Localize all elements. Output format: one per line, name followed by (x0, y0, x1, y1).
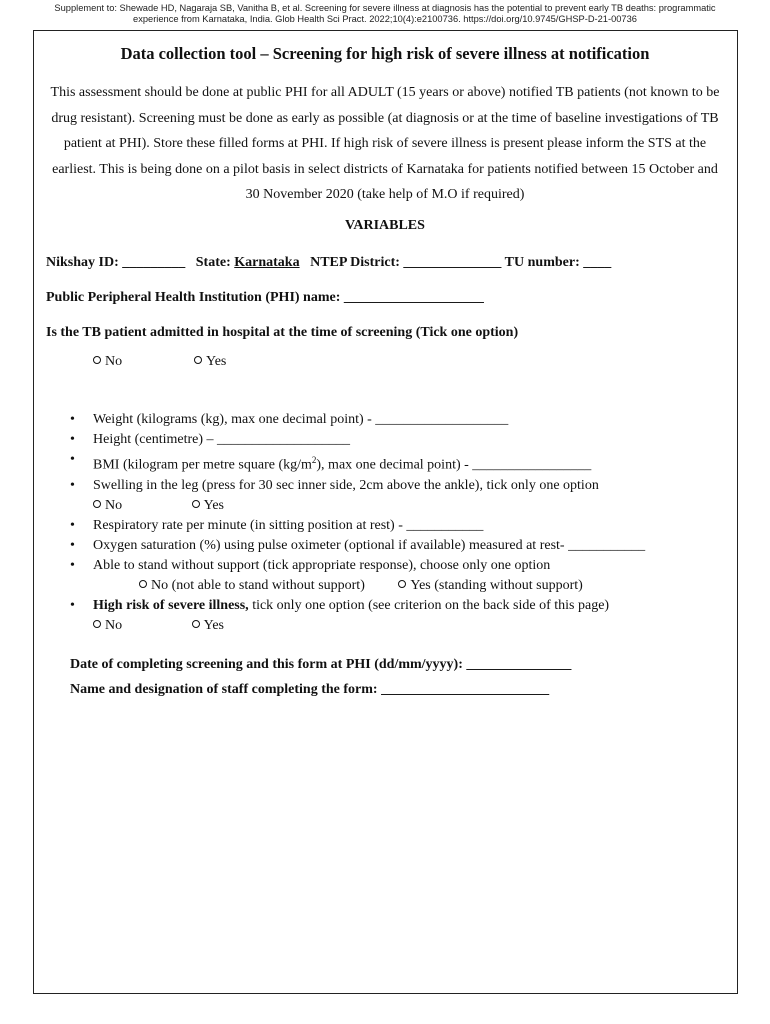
supplement-citation (0, 3, 770, 25)
radio-circle-icon[interactable] (192, 500, 200, 508)
district-label: NTEP District: (310, 255, 400, 270)
radio-circle-icon[interactable] (93, 356, 101, 364)
admitted-question: Is the TB patient admitted in hospital at the time of screening (Tick one option) (46, 325, 519, 340)
radio-circle-icon[interactable] (398, 580, 406, 588)
option-label: Yes (203, 497, 224, 513)
swelling-options (93, 496, 730, 516)
bullet-icon: • (70, 412, 75, 427)
option-label: Yes (203, 617, 224, 633)
date-label: Date of completing screening and this form at PHI (dd/mm/yyyy): (70, 657, 463, 672)
bullet-icon: • (70, 517, 75, 533)
list-item-height (70, 430, 730, 450)
list-item-respiratory (70, 516, 730, 536)
bullet-icon: • (70, 477, 75, 493)
radio-circle-icon[interactable] (194, 356, 202, 364)
supplement-line-2: experience from Karnataka, India. Glob Health Sci Pract. 2022;10(4):e2100736. https://doi.org/10.9745/GHSP-D-21-00736 (133, 14, 637, 24)
state-value: Karnataka (234, 255, 300, 270)
bullet-icon: • (70, 557, 75, 573)
height-item[interactable]: Height (centimetre) – ___________________ (93, 432, 351, 447)
variables-heading: VARIABLES (345, 218, 425, 233)
phi-name-label: Public Peripheral Health Institution (PHI) name: (46, 290, 341, 305)
admitted-option-no[interactable] (93, 354, 122, 370)
intro-paragraph: This assessment should be done at public PHI for all ADULT (15 years or above) notified TB patients (not known to be drug resistant). Screening must be done as early as possible (at diagnosis or at the time of baseline investigations of TB patient at PHI). Store these filled forms at PHI. If high risk of severe illness is present please inform the STS at the earliest. This is being done on a pilot basis in select districts of Karnataka for patients notified between 15 October and 30 November 2020 (take help of M.O if required) (50, 85, 720, 202)
list-item-bmi (70, 450, 730, 476)
staff-name-field[interactable]: ________________________ (381, 682, 550, 697)
staff-name-label: Name and designation of staff completing the form: (70, 682, 378, 697)
option-label: No (105, 354, 123, 369)
high-risk-options (93, 616, 730, 636)
swelling-option-yes[interactable] (192, 498, 224, 513)
bmi-item-text: BMI (kilogram per metre square (kg/m (93, 457, 312, 473)
nikshay-id-label: Nikshay ID: (46, 255, 119, 270)
list-item-swelling (70, 476, 730, 516)
swelling-option-no[interactable] (93, 498, 122, 513)
list-item-high-risk (70, 596, 730, 636)
name-line (70, 682, 549, 698)
admitted-option-yes[interactable] (194, 354, 226, 370)
high-risk-option-no[interactable] (93, 618, 122, 633)
stand-option-yes[interactable] (398, 578, 582, 593)
stand-option-no[interactable] (139, 578, 365, 593)
phi-name-field[interactable]: ____________________ (343, 290, 484, 305)
nikshay-id-field[interactable]: _________ (122, 255, 186, 270)
stand-options (93, 576, 730, 596)
respiratory-item[interactable]: Respiratory rate per minute (in sitting position at rest) - ___________ (93, 517, 484, 533)
date-field[interactable]: _______________ (466, 657, 572, 672)
high-risk-option-yes[interactable] (192, 618, 224, 633)
stand-item: Able to stand without support (tick appropriate response), choose only one option (93, 557, 551, 573)
phi-row (46, 290, 484, 306)
option-label: Yes (206, 354, 227, 369)
high-risk-label: High risk of severe illness, (93, 597, 249, 613)
tu-number-field[interactable]: ____ (583, 255, 612, 270)
ids-row (46, 255, 611, 271)
list-item-weight (70, 410, 730, 430)
bmi-superscript: 2 (311, 455, 317, 465)
bullet-icon: • (70, 432, 75, 447)
option-label: No (not able to stand without support) (151, 577, 365, 593)
option-label: Yes (standing without support) (410, 577, 583, 593)
swelling-item: Swelling in the leg (press for 30 sec inner side, 2cm above the ankle), tick only one option (93, 477, 599, 493)
radio-circle-icon[interactable] (139, 580, 147, 588)
bullet-icon: • (70, 452, 75, 467)
list-item-stand (70, 556, 730, 596)
option-label: No (105, 497, 123, 513)
bullet-icon: • (70, 597, 75, 613)
weight-item[interactable]: Weight (kilograms (kg), max one decimal point) - ___________________ (93, 412, 509, 427)
option-label: No (105, 617, 123, 633)
radio-circle-icon[interactable] (93, 500, 101, 508)
state-label: State: (195, 255, 231, 270)
district-field[interactable]: ______________ (403, 255, 502, 270)
bmi-item-field[interactable]: ), max one decimal point) - _________________ (316, 457, 592, 473)
variables-list (70, 410, 730, 636)
oxygen-item[interactable]: Oxygen saturation (%) using pulse oximeter (optional if available) measured at rest- ___________ (93, 537, 646, 553)
radio-circle-icon[interactable] (192, 620, 200, 628)
tu-number-label: TU number: (504, 255, 580, 270)
date-line (70, 657, 571, 673)
form-title: Data collection tool – Screening for high risk of severe illness at notification (120, 44, 650, 63)
list-item-oxygen (70, 536, 730, 556)
bullet-icon: • (70, 537, 75, 553)
high-risk-instruction: tick only one option (see criterion on the back side of this page) (248, 597, 610, 613)
supplement-line-1: Supplement to: Shewade HD, Nagaraja SB, Vanitha B, et al. Screening for severe illness at diagnosis has the potential to prevent early TB deaths: programmatic (54, 3, 716, 13)
radio-circle-icon[interactable] (93, 620, 101, 628)
